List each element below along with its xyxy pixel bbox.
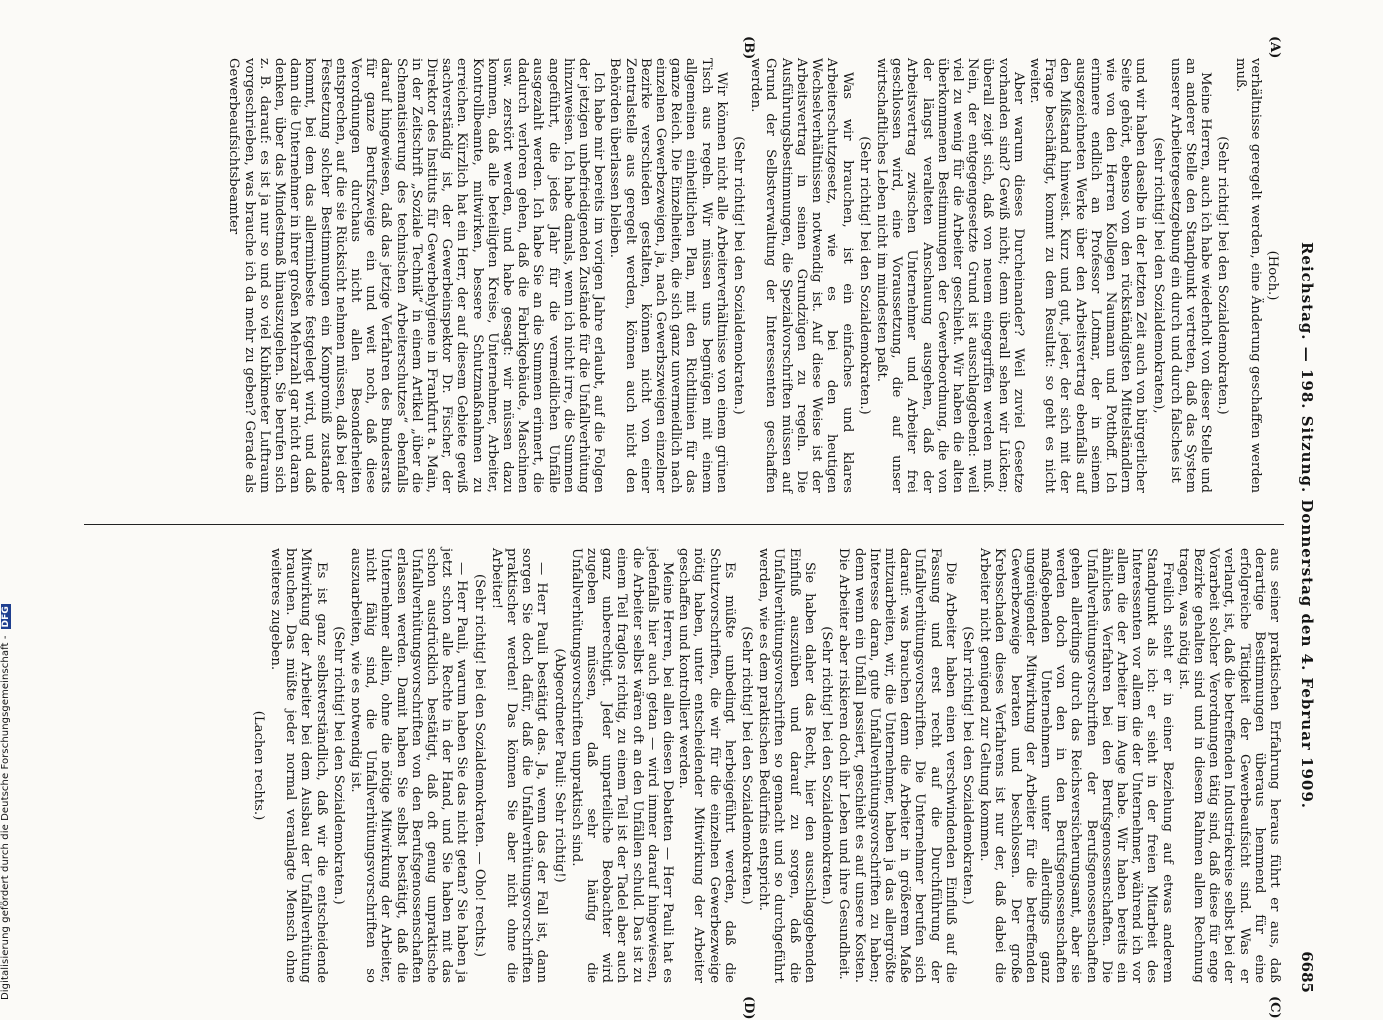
- interjection: (Sehr richtig! bei den Sozialdemokraten.): [1215, 136, 1231, 415]
- paragraph: und wir haben daselbe in der letzten Zeit auch von bürgerlicher Seite gehört, ebenso von den rückständigsten Mittelständlern wie von den Herren Kollegen Naumann und Potthoff. Ich erinnere endlich an Professor Lotmar, der in seinem ausgezeichneten Werke über den Arbeitsvertrag ebenfalls auf den Mißstand hinweist. Kurz und gut, jeder, der sich mit der Frage beschäftigt, kommt zu dem Resultat: so geht es nicht weiter.: [1026, 58, 1149, 493]
- page-number: 6685: [1298, 951, 1316, 993]
- left-column: [225, 58, 1282, 493]
- interjection: (Sehr richtig! bei den Sozialdemokraten.): [739, 626, 755, 905]
- paragraph: Wir können nicht alle Arbeiterverhältnisse von einem grünen Tisch aus regeln. Wir müssen uns begnügen mit einem allgemeinen einheitlichen Plan, mit den Richtlinien für das ganze Reich. Die Einzelheiten, die sich ganz unvermeidlich nach einzelnen Gewerbezweigen, ja, nach Gewerbszweigen einzelner Bezirke verschieden gestalten, können nicht von einer Zentralstelle aus geregelt werden, können auch nicht den Behörden überlassen bleiben.: [607, 58, 729, 493]
- paragraph: Ich habe mir bereits im vorigen Jahre erlaubt, auf die Folgen der jetzigen unbefriedigenden Zustände für die Unfallverhütung hinzuweisen. Ich habe damals, wenn ich nicht irre, die Summen angeführt, die jedes Jahr für die vermeidlichen Unfälle ausgezahlt werden. Ich habe Sie an die Summen erinnert, die dadurch verloren gehen, daß die Fabrikgebäude, Maschinen usw. zerstört werden, und habe gesagt: wir müssen dazu kommen, daß alle beteiligten Kreise, Unternehmer, Arbeiter, Kontrollbeamte, mitwirken, bessere Schutzmaßnahmen zu erreichen. Kürzlich hat ein Herr, der auf diesem Gebiete gewiß sachverständig ist, der Gewerbeinspektor Dr. Fischer, der Direktor des Instituts für Gewerbehygiene in Frankfurt a. Main, in der Zeitschrift „Soziale Technik“ in einem Artikel „über die Schematisierung des technischen Arbeiterschutzes“ ebenfalls darauf hingewiesen, daß das jetzige Verfahren des Bundesrats für ganze Berufszweige ein und weit noch, daß diese Verordnungen durchaus nicht allen Besonderheiten entsprechen, auf die sie Rücksicht nehmen müssen, daß bei der Festsetzung solcher Bestimmungen ein Kompromiß zustande kommt, bei dem das allerminbeste festgelegt wird, und daß dann die Unternehmer in ihrer großen Mehrzahl gar nicht daran denken, über das Mindestmaß hinauszugehen. Sie berufen sich z. B. darauf: es ist ja nur so und so viel Kubikmeter Luftraum vorgeschrieben, was brauche ich da mehr zu geben? Gerade als Gewerbeaufsichtsbeamter: [226, 58, 607, 493]
- paragraph: Es ist ganz selbstverständlich, daß wir die entscheidende Mitwirkung der Arbeiter bei dem Ausbau der Unfallverhütung brauchen. Das müßte jeder normal veranlagte Mensch ohne weiteres zugeben.: [268, 548, 329, 983]
- interjection: (Sehr richtig! bei den Sozialdemokraten.): [819, 626, 835, 905]
- paragraph: Es müßte unbedingt herbeigeführt werden, daß die Schutzvorschriften, die wir für die einzelnen Gewerbezweige nötig haben, unter entscheidender Mitwirkung der Arbeiter geschaffen und kontrolliert werden.: [676, 548, 737, 983]
- interjection: (Lachen rechts.): [250, 710, 266, 821]
- paragraph: Sie haben daher das Recht, hier den ausschlaggebenden Einfluß auszuüben und darauf zu sorgen, daß die Unfallverhütungsvorschriften so gemacht und so durchgeführt werden, wie es dem praktischen Bedürfnis entspricht.: [756, 548, 817, 983]
- margin-letter-c: (C): [1267, 996, 1282, 1019]
- credit-text: Digitalisierung gefördert durch die Deutsche Forschungsgemeinschaft -: [0, 635, 11, 1000]
- interjection: (Sehr richtig! bei den Sozialdemokraten.): [731, 136, 747, 415]
- speaker-tag: (Hoch.): [1265, 250, 1280, 301]
- interjection: (Sehr richtig! bei den Sozialdemokraten.): [856, 136, 872, 415]
- digitization-credit: [0, 0, 14, 1000]
- interjection: (Sehr richtig! bei den Sozialdemokraten.): [959, 626, 975, 905]
- right-column: [249, 548, 1282, 983]
- dfg-logo: DFG: [1, 606, 11, 628]
- margin-letter-b: (B): [741, 36, 756, 60]
- page-title: Reichstag. — 198. Sitzung. Donnerstag den 4. Februar 1909.: [1298, 241, 1316, 810]
- paragraph: Was wir brauchen, ist ein einfaches und klares Arbeiterschutzgesetz, wie es bei den heutigen Wechselverhältnissen notwendig ist. Auf diese Weise ist der Arbeitsvertrag in seinen Grundzügen zu regeln. Die Ausführungsbestimmungen, die Spezialvorschriften müssen auf Grund der Selbstverwaltung der Interessenten geschaffen werden.: [748, 58, 855, 493]
- paragraph: — Herr Pauli, warum haben Sie das nicht getan? Sie haben ja jetzt schon alle Rechte in der Hand, und Sie haben mit das schon ausdrücklich bestätigt, daß oft genug unpraktische Unfallverhütungsvorschriften von den Berufsgenossenschaften erlassen werden. Damit haben Sie selbst bestätigt, daß die Unternehmer allein, ohne die nötige Mitwirkung der Arbeiter, nicht fähig sind, die Unfallverhütungsvorschriften so auszuarbeiten, wie es notwendig ist.: [348, 548, 470, 983]
- paragraph: Freilich steht er in einer Beziehung auf etwas anderem Standpunkt als ich: er sieht in der freien Mitarbeit des Interessenten vor allem die der Unternehmer, während ich vor allem die der Arbeiter im Auge habe. Wir haben bereits ein ähnliches Verfahren bei den Berufsgenossenschaften. Die Unfallverhütungsvorschriften der Berufsgenossenschaften gehen allerdings durch das Reichsversicherungsamt, aber sie werden doch von den in den Berufsgenossenschaften maßgebenden Unternehmern unter allerdings ganz ungenügender Mitwirkung der Arbeiter für die betreffenden Gewerbezweige beraten und beschlossen. Der große Krebsschaden dieses Verfahrens ist nur der, daß dabei die Arbeiter nicht genügend zur Geltung kommen.: [977, 548, 1175, 983]
- margin-letter-a: (A): [1267, 36, 1282, 59]
- paragraph: aus seiner praktischen Erfahrung heraus führt er aus, daß derartige Bestimmungen überaus hemmend für eine erfolgreiche Tätigkeit der Gewerbeaufsicht sind. Was er verlangt, ist, daß die betreffenden Industriekreise selbst bei der Vorarbeit solcher Verordnungen tätig sind, daß diese für enge Bezirke gehalten sind und in diesem Rahmen allem Rechnung tragen, was nötig ist.: [1175, 548, 1282, 983]
- margin-letter-d: (D): [741, 996, 756, 1020]
- newspaper-page: [76, 36, 1316, 1020]
- paragraph: Die Arbeiter haben einen verschwindenden Einfluß auf die Fassung und erst recht auf die Durchführung der Unfallverhütungsvorschriften. Die Unternehmer berufen sich darauf: was brauchen denn die Arbeiter in größerem Maße mitzuarbeiten, wir, die Unternehmer, haben ja das allergrößte Interesse daran, gute Unfallverhütungsvorschriften zu haben; denn wenn ein Unfall passiert, geschieht es auf unsere Kosten. Die Arbeiter aber riskieren doch ihr Leben und ihre Gesundheit.: [836, 548, 958, 983]
- interjection: (Sehr richtig! bei den Sozialdemokraten.): [330, 626, 346, 905]
- paragraph: Aber warum dieses Durcheinander? Weil zuviel Gesetze vorhanden sind? Gewiß nicht; denn überall sehen wir Lücken; überall zeigt sich, daß von neuem eingegriffen werden muß. Nein, der entgegengesetzte Grund ist ausschlaggebend: weil viel zu wenig für die Arbeiter geschieht. Wir haben die alten überkommenen Bestimmungen der Gewerbeordnung, die von der längst veralteten Anschauung ausgehen, daß der Arbeitsvertrag zwischen Unternehmer und Arbeiter frei geschlossen wird, eine Voraussetzung, die auf unser wirtschaftliches Leben nicht im mindesten paßt.: [873, 58, 1026, 493]
- paragraph: Meine Herren, bei allen diesen Debatten — Herr Pauli hat es jedenfalls hier auch getan — wird immer darauf hingewiesen, die Arbeiter selbst wären oft an den Unfällen schuld. Das ist zu einem Teil fraglos richtig, zu einem Teil ist der Tadel aber auch ganz unberechtigt. Jeder unparteiliche Beobachter wird zugeben müssen, daß sehr häufig die Unfallverhütungsvorschriften unpraktisch sind.: [568, 548, 676, 983]
- paragraph: verhältnisse geregelt werden, eine Änderung geschaffen werden muß.: [1232, 58, 1263, 493]
- column-divider: [84, 524, 1284, 525]
- page-header: [1290, 58, 1316, 993]
- interjection: (sehr richtig! bei den Sozialdemokraten),: [1150, 137, 1166, 414]
- interjection: (Sehr richtig! bei den Sozialdemokraten. — Oho! rechts.): [471, 574, 487, 957]
- interjection: (Abgeordneter Pauli: Sehr richtig!): [551, 648, 567, 883]
- paragraph: Meine Herren, auch ich habe wiederholt von dieser Stelle und an anderer Stelle den Standpunkt vertreten, daß das System unserer Arbeitergesetzgebung ein durch und durch falsches ist: [1167, 58, 1214, 493]
- paragraph: — Herr Pauli bestätigt das. Ja, wenn das der Fall ist, dann sorgen Sie doch dafür, daß die Unfallverhütungsvorschriften praktischer werden! Das können Sie aber nicht ohne die Arbeiter!: [488, 548, 550, 983]
